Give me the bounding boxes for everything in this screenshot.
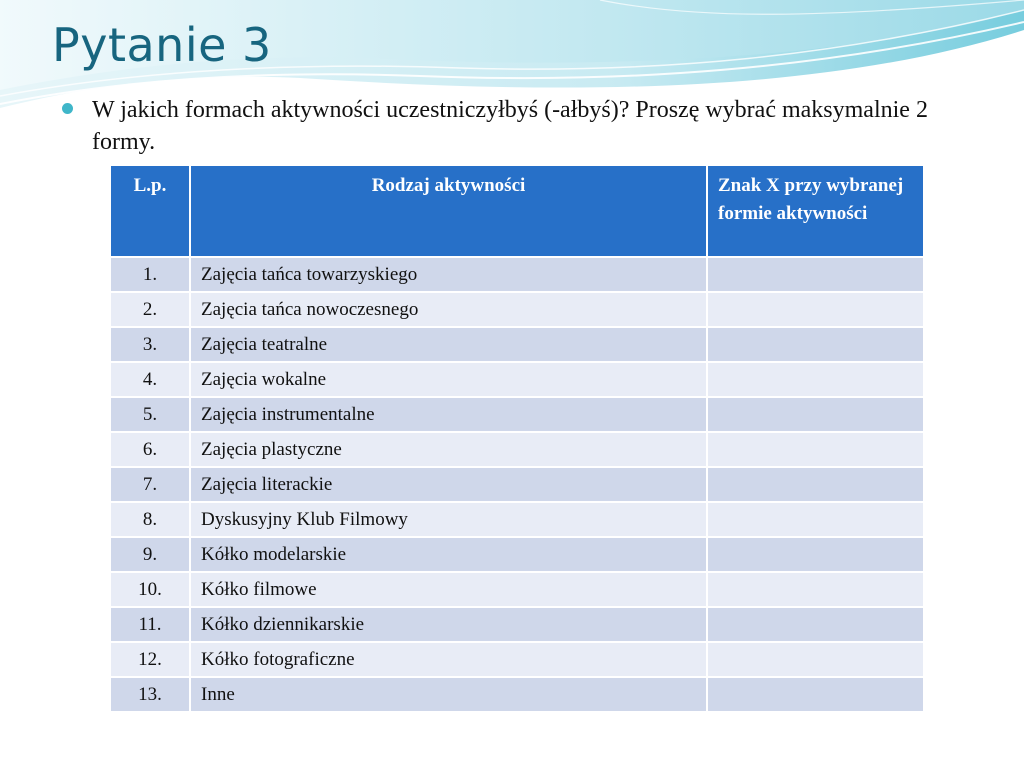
row-number: 5.	[110, 397, 190, 432]
mark-cell[interactable]	[707, 677, 924, 712]
table-row	[110, 327, 924, 362]
table-row	[110, 572, 924, 607]
mark-cell[interactable]	[707, 432, 924, 467]
question-bullet	[62, 94, 962, 158]
row-number: 2.	[110, 292, 190, 327]
slide-title: Pytanie 3	[52, 18, 272, 72]
table-row	[110, 432, 924, 467]
table-row	[110, 397, 924, 432]
activity-name: Kółko modelarskie	[190, 537, 707, 572]
table-row	[110, 502, 924, 537]
table-header-row	[110, 165, 924, 257]
mark-cell[interactable]	[707, 502, 924, 537]
table-row	[110, 362, 924, 397]
activity-name: Kółko dziennikarskie	[190, 607, 707, 642]
table-row	[110, 642, 924, 677]
activity-name: Zajęcia tańca nowoczesnego	[190, 292, 707, 327]
activity-name: Zajęcia tańca towarzyskiego	[190, 257, 707, 292]
bullet-dot-icon	[62, 103, 73, 114]
activities-table	[109, 164, 925, 713]
mark-cell[interactable]	[707, 572, 924, 607]
activity-name: Inne	[190, 677, 707, 712]
row-number: 3.	[110, 327, 190, 362]
table-row	[110, 537, 924, 572]
row-number: 11.	[110, 607, 190, 642]
mark-cell[interactable]	[707, 467, 924, 502]
activity-name: Zajęcia plastyczne	[190, 432, 707, 467]
mark-cell[interactable]	[707, 642, 924, 677]
row-number: 13.	[110, 677, 190, 712]
row-number: 12.	[110, 642, 190, 677]
header-mark: Znak X przy wybranej formie aktywności	[707, 165, 924, 257]
activity-name: Kółko fotograficzne	[190, 642, 707, 677]
table-row	[110, 677, 924, 712]
activity-name: Zajęcia teatralne	[190, 327, 707, 362]
mark-cell[interactable]	[707, 537, 924, 572]
row-number: 6.	[110, 432, 190, 467]
mark-cell[interactable]	[707, 362, 924, 397]
question-text: W jakich formach aktywności uczestniczyłbyś (-ałbyś)? Proszę wybrać maksymalnie 2 formy.	[92, 97, 928, 155]
table-row	[110, 607, 924, 642]
activity-name: Zajęcia wokalne	[190, 362, 707, 397]
mark-cell[interactable]	[707, 327, 924, 362]
mark-cell[interactable]	[707, 292, 924, 327]
table-body	[110, 257, 924, 712]
row-number: 7.	[110, 467, 190, 502]
mark-cell[interactable]	[707, 257, 924, 292]
mark-cell[interactable]	[707, 607, 924, 642]
row-number: 4.	[110, 362, 190, 397]
row-number: 1.	[110, 257, 190, 292]
activity-name: Kółko filmowe	[190, 572, 707, 607]
activity-name: Zajęcia instrumentalne	[190, 397, 707, 432]
header-lp: L.p.	[110, 165, 190, 257]
row-number: 9.	[110, 537, 190, 572]
activity-name: Zajęcia literackie	[190, 467, 707, 502]
row-number: 10.	[110, 572, 190, 607]
row-number: 8.	[110, 502, 190, 537]
activity-name: Dyskusyjny Klub Filmowy	[190, 502, 707, 537]
header-activity-type: Rodzaj aktywności	[190, 165, 707, 257]
mark-cell[interactable]	[707, 397, 924, 432]
table-row	[110, 257, 924, 292]
table-row	[110, 292, 924, 327]
table-row	[110, 467, 924, 502]
